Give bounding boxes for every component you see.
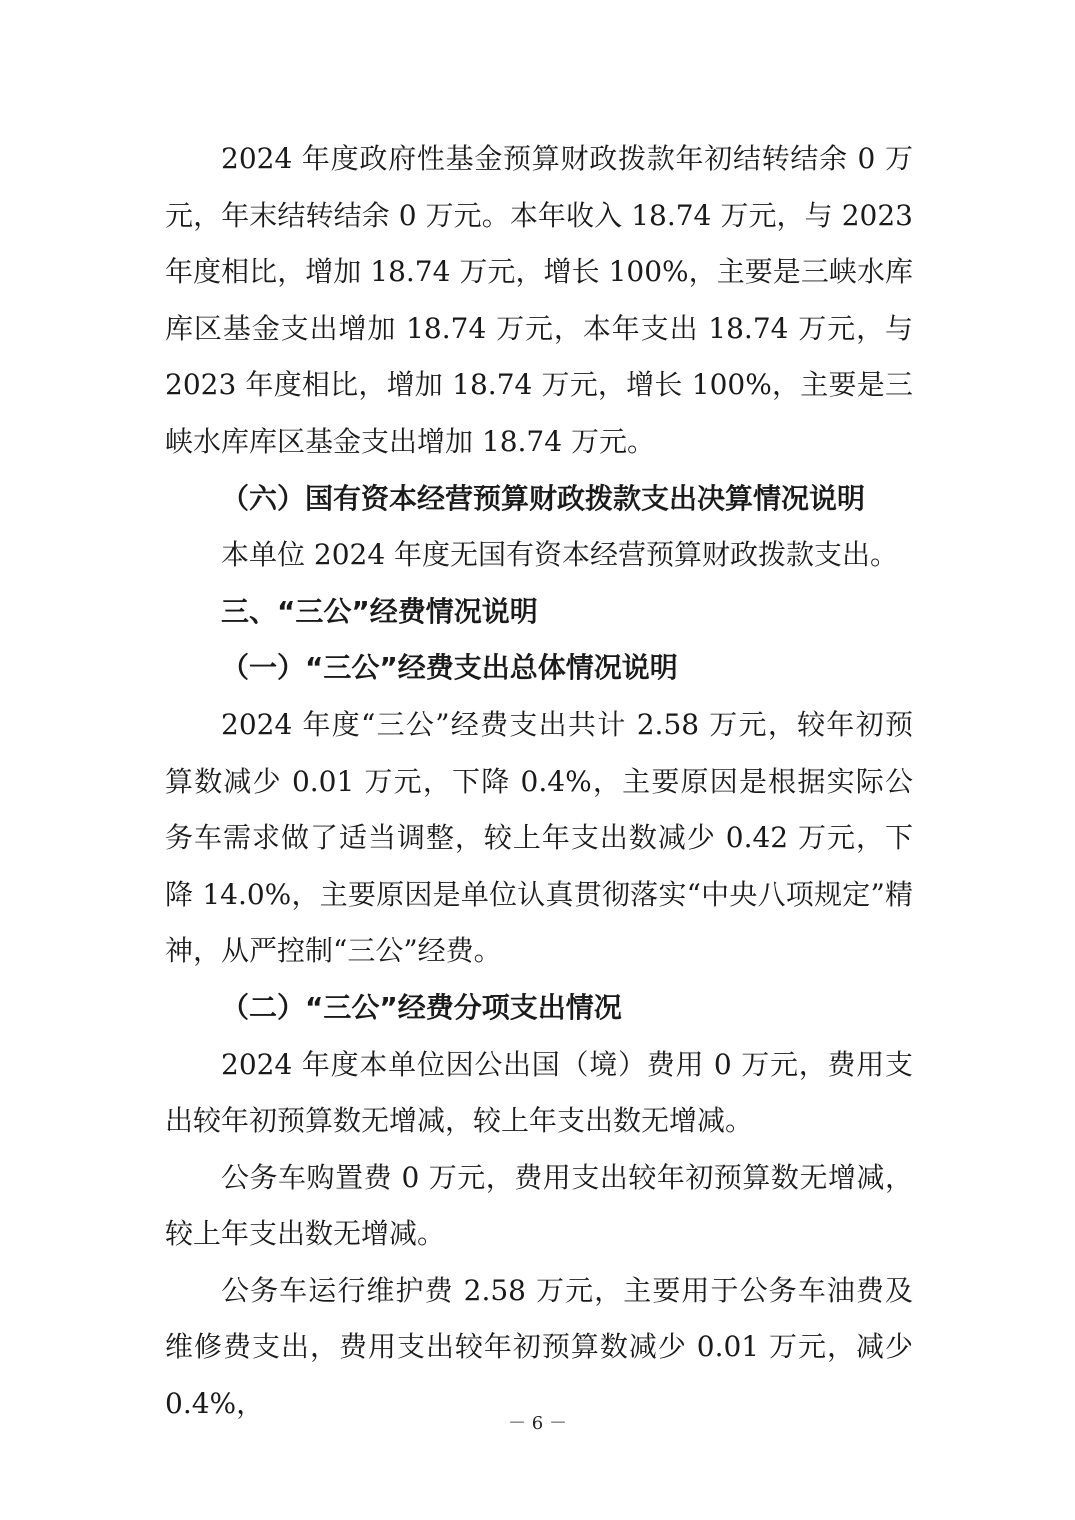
paragraph-government-fund: 2024 年度政府性基金预算财政拨款年初结转结余 0 万元，年末结转结余 0 万元。本年收入 18.74 万元，与 2023 年度相比，增加 18.74 万元，增长 100%，主要是三峡水库库区基金支出增加 18.74 万元，本年支出 18.74 万元，与 2023 年度相比，增加 18.74 万元，增长 100%，主要是三峡水库库区基金支出增加 18.74 万元。: [165, 142, 913, 458]
paragraph-overseas: 2024 年度本单位因公出国（境）费用 0 万元，费用支出较年初预算数无增减，较上年支出数无增减。: [165, 1047, 913, 1138]
page-number: － 6 －: [508, 1413, 567, 1434]
subheading-overall: （一）“三公”经费支出总体情况说明: [221, 651, 678, 685]
heading-three-public-expenses: 三、“三公”经费情况说明: [221, 594, 538, 628]
paragraph-overall: 2024 年度“三公”经费支出共计 2.58 万元，较年初预算数减少 0.01 万元，下降 0.4%，主要原因是根据实际公务车需求做了适当调整，较上年支出数减少 0.42 万元，下降 14.0%，主要原因是单位认真贯彻落实“中央八项规定”精神，从严控制“三公”经费。: [165, 707, 913, 968]
paragraph-state-capital: 本单位 2024 年度无国有资本经营预算财政拨款支出。: [221, 538, 899, 572]
subheading-itemized: （二）“三公”经费分项支出情况: [221, 990, 622, 1024]
paragraph-vehicle-purchase: 公务车购置费 0 万元，费用支出较年初预算数无增减，较上年支出数无增减。: [165, 1160, 913, 1251]
paragraph-vehicle-maintenance: 公务车运行维护费 2.58 万元，主要用于公务车油费及维修费支出，费用支出较年初预算数减少 0.01 万元，减少 0.4%，: [165, 1273, 913, 1421]
subheading-state-capital: （六）国有资本经营预算财政拨款支出决算情况说明: [221, 481, 866, 515]
document-body: [165, 131, 913, 1433]
